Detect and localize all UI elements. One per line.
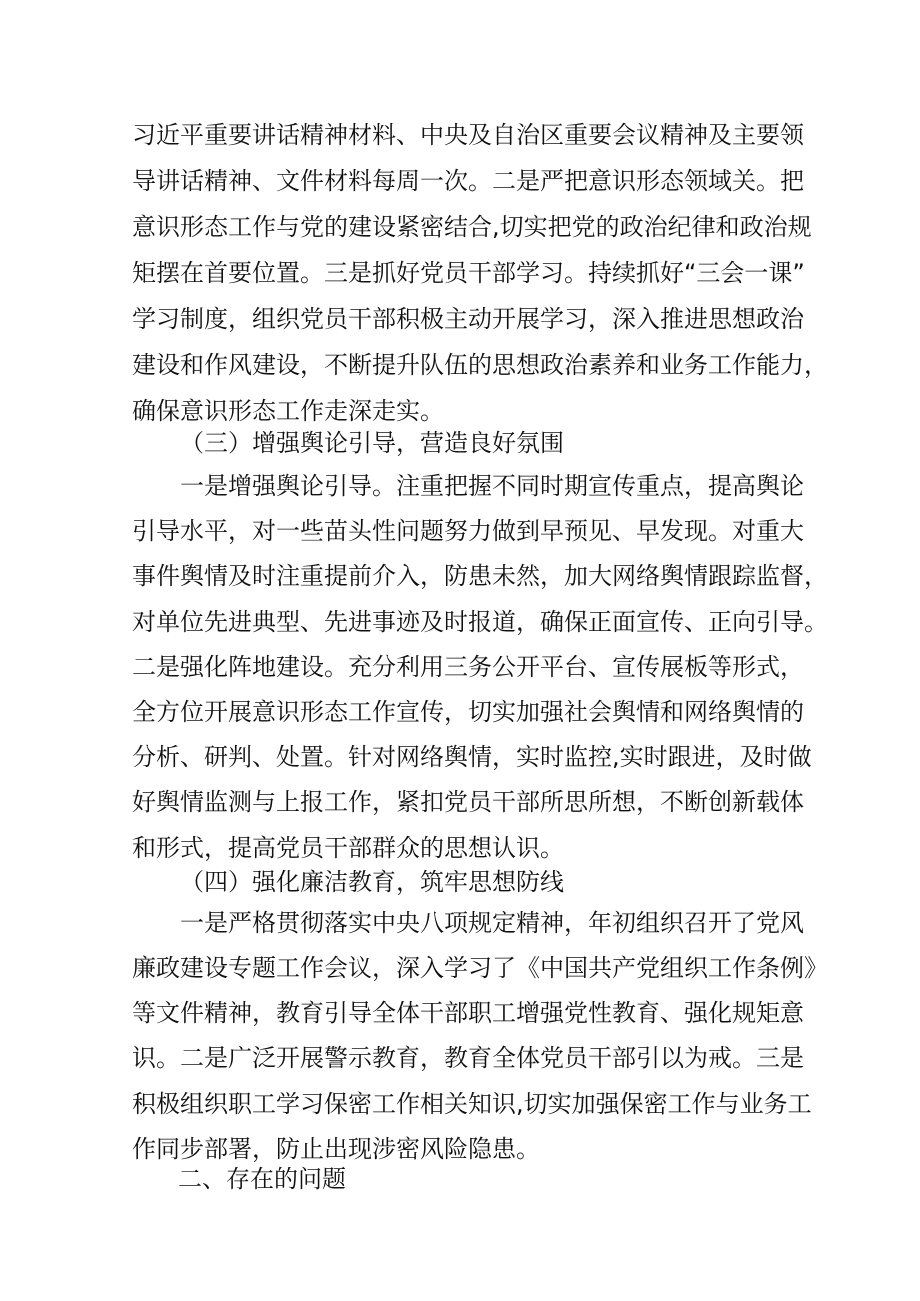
paragraph-line: 习近平重要讲话精神材料、中央及自治区重要会议精神及主要领 (132, 121, 804, 149)
paragraph-line: 学习制度，组织党员干部积极主动开展学习，深入推进思想政治 (132, 305, 804, 333)
paragraph-line: 一是增强舆论引导。注重把握不同时期宣传重点，提高舆论 (180, 472, 804, 500)
section-heading-3: （三）增强舆论引导，营造良好氛围 (180, 429, 564, 457)
paragraph-line: 导讲话精神、文件材料每周一次。二是严把意识形态领域关。把 (132, 167, 804, 195)
paragraph-line: 引导水平，对一些苗头性问题努力做到早预见、早发现。对重大 (132, 517, 804, 545)
paragraph-line: 等文件精神，教育引导全体干部职工增强党性教育、强化规矩意 (132, 999, 804, 1027)
paragraph-line: 对单位先进典型、先进事迹及时报道，确保正面宣传、正向引导。 (132, 608, 828, 636)
paragraph-line: 分析、研判、处置。针对网络舆情，实时监控,实时跟进，及时做 (132, 743, 812, 771)
paragraph-line: 全方位开展意识形态工作宣传，切实加强社会舆情和网络舆情的 (132, 698, 804, 726)
paragraph-line: 矩摆在首要位置。三是抓好党员干部学习。持续抓好“三会一课” (132, 259, 805, 287)
paragraph-line: 建设和作风建设，不断提升队伍的思想政治素养和业务工作能力， (132, 351, 828, 379)
paragraph-line: 好舆情监测与上报工作，紧扣党员干部所思所想，不断创新载体 (132, 788, 804, 816)
paragraph-line: 意识形态工作与党的建设紧密结合,切实把党的政治纪律和政治规 (132, 213, 812, 241)
paragraph-line: 确保意识形态工作走深走实。 (132, 397, 444, 425)
paragraph-line: 作同步部署，防止出现涉密风险隐患。 (132, 1135, 540, 1163)
paragraph-line: 二是强化阵地建设。充分利用三务公开平台、宣传展板等形式， (132, 653, 804, 681)
paragraph-line: 事件舆情及时注重提前介入，防患未然，加大网络舆情跟踪监督， (132, 562, 828, 590)
paragraph-line: 识。二是广泛开展警示教育，教育全体党员干部引以为戒。三是 (132, 1044, 804, 1072)
paragraph-line: 积极组织职工学习保密工作相关知识,切实加强保密工作与业务工 (132, 1090, 812, 1118)
paragraph-line: 廉政建设专题工作会议，深入学习了《中国共产党组织工作条例》 (132, 954, 828, 982)
chapter-heading-two: 二、存在的问题 (178, 1165, 346, 1193)
paragraph-line: 和形式，提高党员干部群众的思想认识。 (132, 834, 564, 862)
section-heading-4: （四）强化廉洁教育，筑牢思想防线 (180, 868, 564, 896)
paragraph-line: 一是严格贯彻落实中央八项规定精神，年初组织召开了党风 (180, 909, 804, 937)
